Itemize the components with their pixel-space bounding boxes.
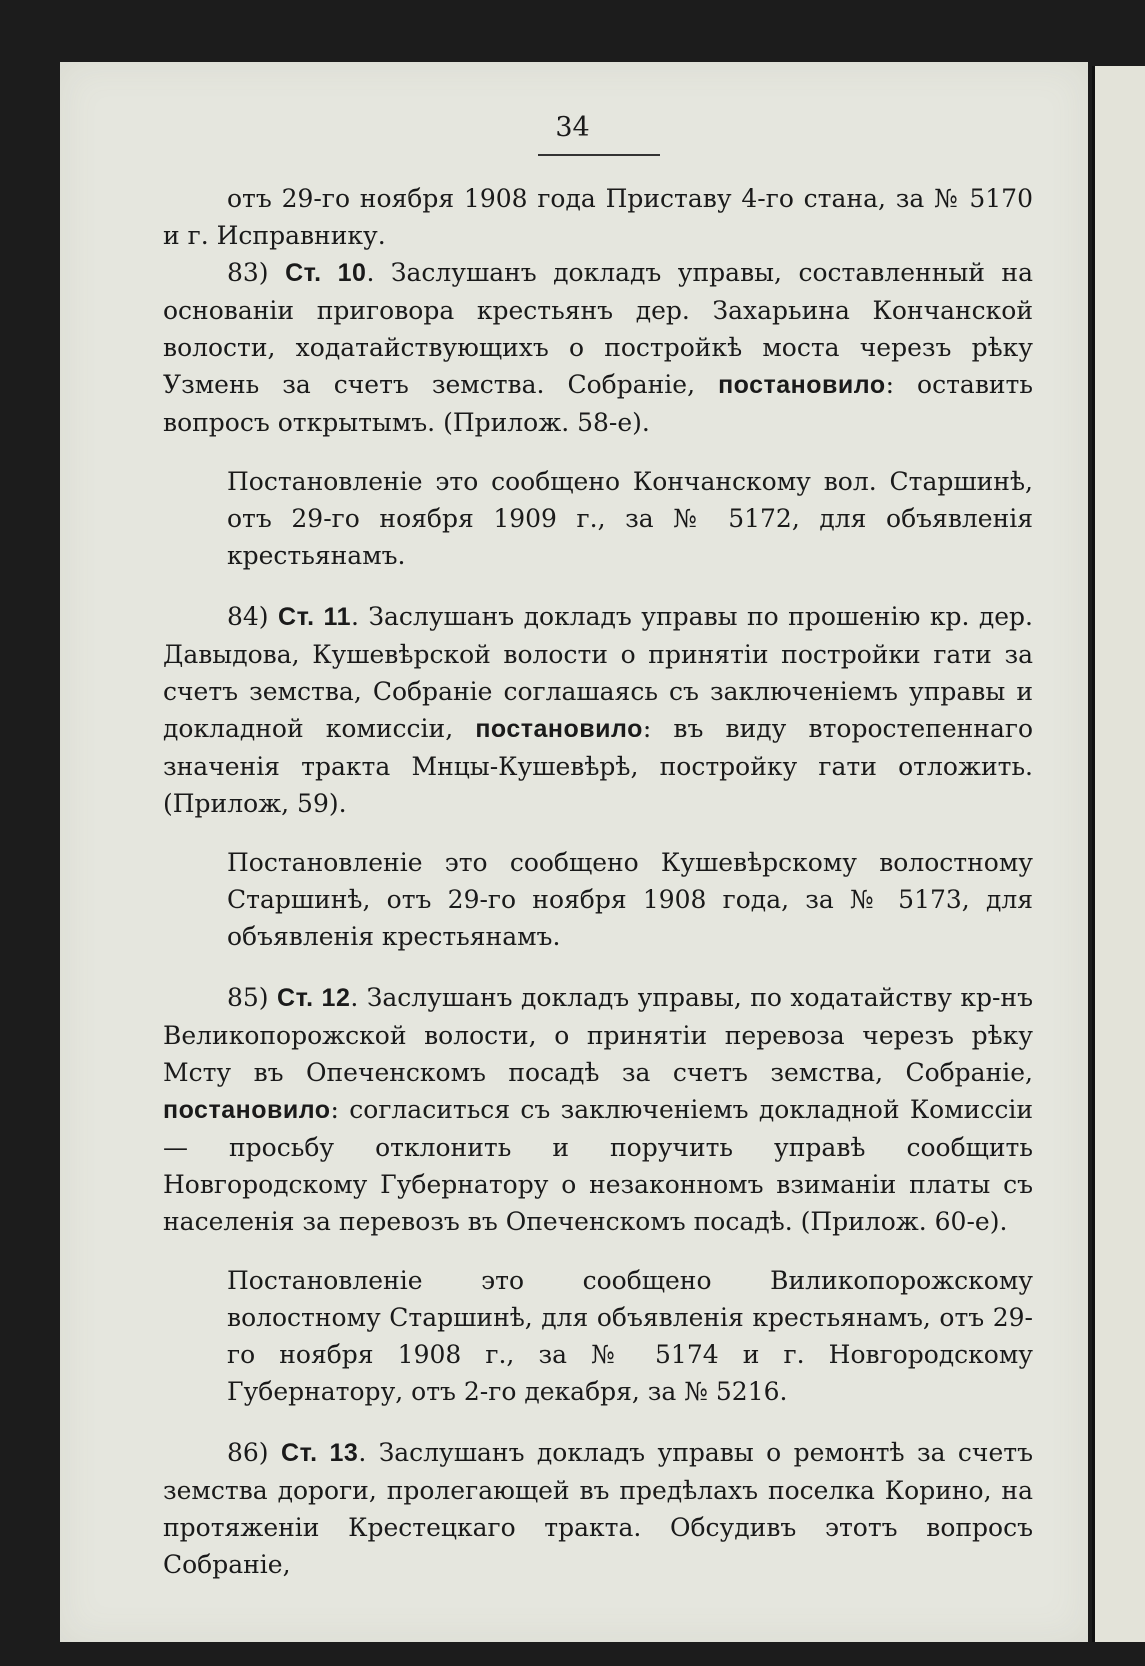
notice-paragraph	[163, 844, 1033, 955]
paragraph-text: отъ 29-го ноября 1908 года Приставу 4-го стана, за № 5170 и г. Исправнику.	[163, 184, 1033, 250]
decree-word: постановило	[475, 715, 643, 743]
page-body-text	[163, 180, 1033, 1583]
item-number: 86)	[227, 1438, 269, 1467]
article-label: Ст. 12	[277, 984, 351, 1012]
paragraph-text: : согласиться съ заключеніемъ докладной Комиссіи — просьбу отклонить и поручить управѣ сообщить Новгородскому Губернатору о незаконномъ взиманіи платы съ населенія за перевозъ въ Опеченскомъ посадѣ. (Прилож. 60-е).	[163, 1095, 1033, 1236]
item-number: 84)	[227, 602, 269, 631]
paragraph-text: : въ виду второстепеннаго значенія тракта Мнцы-Кушевѣрѣ, постройку гати отложить. (Прилож, 59).	[163, 714, 1033, 818]
paragraph-text: . Заслушанъ докладъ управы, по ходатайству кр-нъ Великопорожской волости, о принятіи перевоза черезъ рѣку Мсту въ Опеченскомъ посадѣ за счетъ земства, Собраніе,	[163, 983, 1033, 1087]
paragraph-text: . Заслушанъ докладъ управы о ремонтѣ за счетъ земства дороги, пролегающей въ предѣлахъ поселка Корино, на протяженіи Крестецкаго тракта. Обсудивъ этотъ вопросъ Собраніе,	[163, 1438, 1033, 1579]
paragraph-text: . Заслушанъ докладъ управы, составленный на основаніи приговора крестьянъ дер. Захарьина Кончанской волости, ходатайствующихъ о постройкѣ моста черезъ рѣку Узмень за счетъ земства. Собраніе,	[163, 258, 1033, 399]
paragraph-item-84	[163, 598, 1033, 822]
decree-word: постановило	[163, 1096, 331, 1124]
article-label: Ст. 10	[285, 259, 367, 287]
paragraph-text: . Заслушанъ докладъ управы по прошенію кр. дер. Давыдова, Кушевѣрской волости о принятіи постройки гати за счетъ земства, Собраніе соглашаясь съ заключеніемъ управы и докладной комиссіи,	[163, 602, 1034, 743]
notice-text: Постановленіе это сообщено Кушевѣрскому волостному Старшинѣ, отъ 29-го ноября 1908 года, за № 5173, для объявленія крестьянамъ.	[227, 848, 1033, 951]
item-number: 85)	[227, 983, 269, 1012]
notice-text: Постановленіе это сообщено Виликопорожскому волостному Старшинѣ, для объявленія крестьянамъ, отъ 29-го ноября 1908 г., за № 5174 и г. Новгородскому Губернатору, отъ 2-го декабря, за № 5216.	[227, 1266, 1033, 1406]
notice-paragraph	[163, 1262, 1033, 1410]
paragraph-text: : оставить вопросъ открытымъ. (Прилож. 58-е).	[163, 370, 1033, 437]
adjacent-page-edge	[1092, 66, 1145, 1642]
paragraph-item-83	[163, 254, 1033, 441]
page-number-rule	[538, 154, 660, 156]
paragraph-item-85	[163, 979, 1033, 1240]
article-label: Ст. 11	[278, 603, 351, 631]
article-label: Ст. 13	[281, 1439, 359, 1467]
paragraph-continuation	[163, 180, 1033, 254]
notice-paragraph	[163, 463, 1033, 574]
notice-text: Постановленіе это сообщено Кончанскому вол. Старшинѣ, отъ 29-го ноября 1909 г., за № 5172, для объявленія крестьянамъ.	[227, 467, 1033, 570]
item-number: 83)	[227, 258, 269, 287]
paragraph-item-86	[163, 1434, 1033, 1583]
decree-word: постановило	[718, 371, 886, 399]
page-number: 34	[555, 112, 590, 143]
